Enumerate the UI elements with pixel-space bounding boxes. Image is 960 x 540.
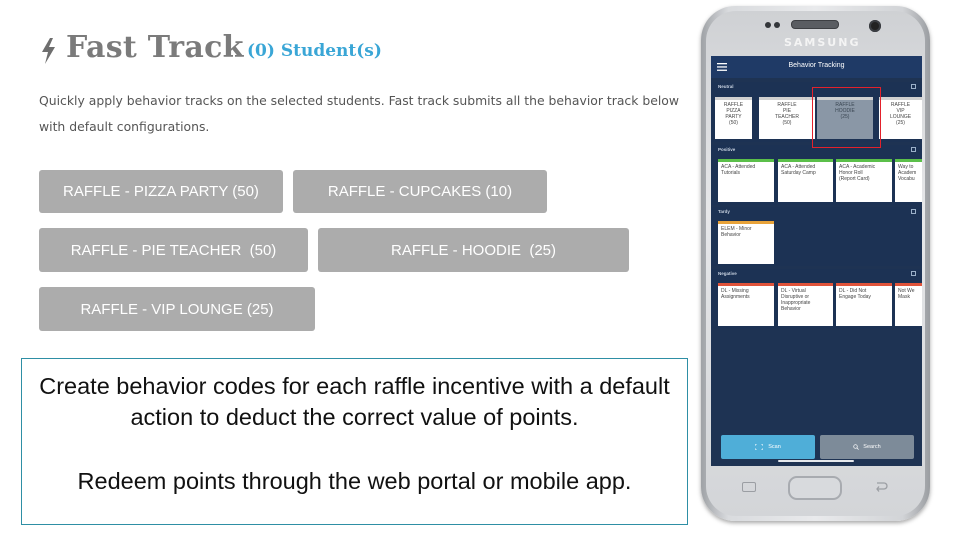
app-bar — [711, 56, 922, 78]
search-button[interactable] — [820, 435, 914, 459]
behavior-card-pizza-party[interactable]: RAFFLE PIZZA PARTY (50) — [715, 97, 752, 139]
scan-button[interactable] — [721, 435, 815, 459]
gesture-bar — [778, 460, 854, 462]
scan-label: Scan — [768, 444, 781, 450]
behavior-card[interactable]: DL - Virtual Disruptive or Inappropriate Behavior — [778, 283, 833, 326]
behavior-card-vip-lounge[interactable]: RAFFLE VIP LOUNGE (25) — [879, 97, 922, 139]
section-label: Tardy — [718, 209, 730, 214]
callout-line-2: Redeem points through the web portal or mobile app. — [77, 468, 632, 494]
behavior-card-hoodie[interactable]: RAFFLE HOODIE (25) — [817, 97, 873, 139]
search-icon — [853, 444, 859, 450]
section-positive — [711, 145, 922, 205]
behavior-card[interactable]: DL - Missing Assignments — [718, 283, 774, 326]
behavior-card-pie-teacher[interactable]: RAFFLE PIE TEACHER (50) — [759, 97, 815, 139]
phone-speaker — [791, 20, 839, 29]
scan-icon — [755, 444, 763, 450]
behavior-card[interactable]: ACA - Attended Tutorials — [718, 159, 774, 202]
home-button[interactable] — [788, 476, 842, 500]
behavior-card[interactable]: ACA - Attended Saturday Camp — [778, 159, 833, 202]
hamburger-menu-icon[interactable] — [717, 63, 727, 71]
sensor-dot — [765, 22, 771, 28]
callout-line-1: Create behavior codes for each raffle incentive with a default action to deduct the correct value of points. — [39, 373, 670, 430]
expand-icon[interactable] — [911, 271, 916, 276]
behavior-card[interactable]: ACA - Academic Honor Roll (Report Card) — [836, 159, 892, 202]
phone-brand: SAMSUNG — [784, 36, 861, 49]
section-label: Positive — [718, 147, 736, 152]
phone-camera — [869, 20, 881, 32]
lightning-bolt-icon — [40, 38, 56, 64]
raffle-pie-teacher-button[interactable]: RAFFLE - PIE TEACHER (50) — [39, 228, 308, 272]
selection-highlight — [812, 87, 881, 148]
raffle-vip-lounge-button[interactable]: RAFFLE - VIP LOUNGE (25) — [39, 287, 315, 331]
back-key-icon[interactable] — [874, 481, 888, 492]
raffle-cupcakes-button[interactable]: RAFFLE - CUPCAKES (10) — [293, 170, 547, 213]
app-title: Behavior Tracking — [788, 62, 845, 69]
recent-apps-key[interactable] — [742, 482, 756, 492]
sensor-dot — [774, 22, 780, 28]
behavior-card[interactable]: Not We Mask — [895, 283, 922, 326]
raffle-pizza-party-button[interactable]: RAFFLE - PIZZA PARTY (50) — [39, 170, 283, 213]
expand-icon[interactable] — [911, 84, 916, 89]
section-negative — [711, 269, 922, 329]
instruction-callout — [21, 358, 688, 525]
section-tardy — [711, 207, 922, 266]
page-title: Fast Track — [66, 30, 244, 65]
student-count[interactable]: (0) Student(s) — [247, 41, 382, 61]
expand-icon[interactable] — [911, 209, 916, 214]
section-label: Neutral — [718, 84, 734, 89]
section-label: Negative — [718, 271, 737, 276]
behavior-card[interactable]: Way to Academ Vocabu — [895, 159, 922, 202]
search-label: Search — [863, 444, 881, 450]
behavior-card[interactable]: DL - Did Not Engage Today — [836, 283, 892, 326]
behavior-card[interactable]: ELEM - Minor Behavior — [718, 221, 774, 264]
page-description: Quickly apply behavior tracks on the selected students. Fast track submits all the behavior track below with default configurations. — [39, 93, 679, 134]
raffle-hoodie-button[interactable]: RAFFLE - HOODIE (25) — [318, 228, 629, 272]
phone-screen — [711, 56, 922, 466]
expand-icon[interactable] — [911, 147, 916, 152]
